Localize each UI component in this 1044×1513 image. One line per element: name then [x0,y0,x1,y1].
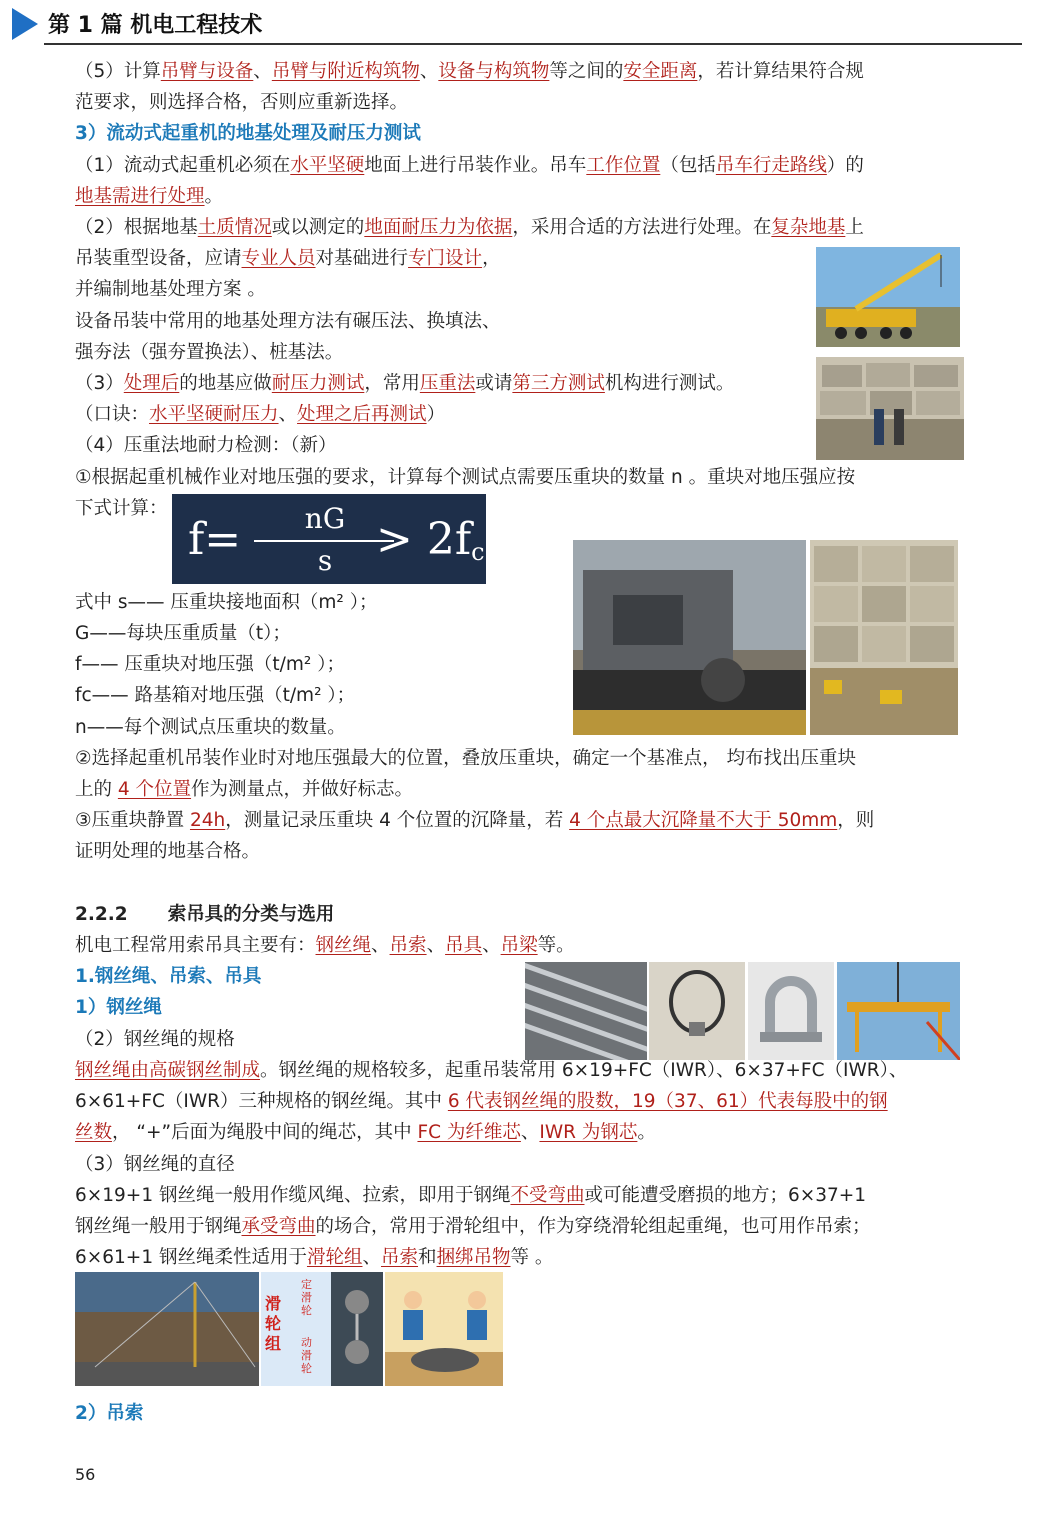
header-triangle-icon [12,8,38,40]
header-rule [44,43,1022,45]
rope-diameter-heading: （3）钢丝绳的直径 [75,1154,235,1175]
def-f: f—— 压重块对地压强（t/m² ）； [75,654,345,675]
rope-usage-2: 钢丝绳一般用于钢绳承受弯曲的场合，常用于滑轮组中，作为穿绕滑轮组起重绳，也可用作吊索； [75,1216,871,1237]
rope-spec-heading: （2）钢丝绳的规格 [75,1029,235,1050]
pulley-block-diagram [261,1272,383,1386]
formula-denominator: s [317,544,333,577]
heading-sling: 2）吊索 [75,1403,144,1424]
test-blocks-photo [810,540,958,735]
para-1: （1）流动式起重机必须在水平坚硬地面上进行吊装作业。吊车工作位置（包括吊车行走路线）的 [75,155,864,176]
heading-3: 3）流动式起重机的地基处理及耐压力测试 [75,123,421,144]
guy-rope-scene-photo [75,1272,259,1386]
para-4-step3-cont: 证明处理的地基合格。 [75,841,261,862]
wire-rope-photo [525,962,647,1060]
heading-1-1: 1）钢丝绳 [75,997,162,1018]
shackle-photo [748,962,834,1060]
header-title: 第 1 篇 机电工程技术 [48,13,263,38]
page-number: 56 [75,1465,96,1484]
para-4-step1: ①根据起重机械作业对地压强的要求，计算每个测试点需要压重块的数量 n 。重块对地压强应按 [75,467,856,488]
rope-spec-2: 6×61+FC（IWR）三种规格的钢丝绳。其中 6 代表钢丝绳的股数，19（37、61）代表每股中的钢 [75,1091,888,1112]
def-G: G——每块压重质量（t）； [75,623,291,644]
def-n: n——每个测试点压重块的数量。 [75,717,346,738]
rigging-list: 机电工程常用索吊具主要有：钢丝绳、吊索、吊具、吊梁等。 [75,935,575,956]
para-3-mnemonic: （口诀：水平坚硬耐压力、处理之后再测试） [75,404,446,425]
page-header [0,0,1044,48]
workers-bundling-cartoon [385,1272,503,1386]
para-2-line4: 设备吊装中常用的地基处理方法有碾压法、换填法、 [75,311,501,332]
pulley-group-label: 滑轮组 [265,1294,282,1353]
para-3: （3）处理后的地基应做耐压力测试，常用压重法或请第三方测试机构进行测试。 [75,373,735,394]
para-4-step3: ③压重块静置 24h，测量记录压重块 4 个位置的沉降量，若 4 个点最大沉降量不大于 50mm，则 [75,810,875,831]
formula-fraction-bar [254,540,394,542]
rope-usage-1: 6×19+1 钢丝绳一般用作缆风绳、拉索，即用于钢绳不受弯曲或可能遭受磨损的地方；6×37+1 [75,1185,867,1206]
para-4-step2-cont: 上的 4 个位置作为测量点，并做好标志。 [75,779,414,800]
moving-pulley-label: 动滑轮 [301,1336,312,1375]
para-1-cont: 地基需进行处理。 [75,186,224,207]
def-s: 式中 s—— 压重块接地面积（m² ）； [75,592,378,613]
formula-lhs: f= [188,514,242,565]
para-5-cont: 范要求，则选择合格，否则应重新选择。 [75,92,409,113]
para-2-cont: 吊装重型设备，应请专业人员对基础进行专门设计， [75,248,501,269]
section-2-2-2: 2.2.2 索吊具的分类与选用 [75,904,335,925]
crane-photo [816,247,960,347]
para-5: （5）计算吊臂与设备、吊臂与附近构筑物、设备与构筑物等之间的安全距离，若计算结果符合规 [75,61,864,82]
para-4-step1-cont: 下式计算： [75,498,168,519]
fixed-pulley-label: 定滑轮 [301,1278,312,1317]
formula-rhs: > $2f_c$ [376,514,485,566]
rope-usage-3: 6×61+1 钢丝绳柔性适用于滑轮组、吊索和捆绑吊物等 。 [75,1247,554,1268]
rope-spec-1: 钢丝绳由高碳钢丝制成。钢丝绳的规格较多，起重吊装常用 6×19+FC（IWR）、6×37+FC（IWR）、 [75,1060,908,1081]
para-4: （4）压重法地耐力检测：（新） [75,435,337,456]
heading-1: 1.钢丝绳、吊索、吊具 [75,966,262,987]
para-2-line5: 强夯法（强夯置换法）、桩基法。 [75,342,344,363]
crawler-track-photo [573,540,806,735]
def-fc: fc—— 路基箱对地压强（t/m² ）； [75,685,356,706]
lifting-beam-photo [837,962,960,1060]
para-2: （2）根据地基土质情况或以测定的地面耐压力为依据，采用合适的方法进行处理。在复杂地基上 [75,217,864,238]
rope-spec-3: 丝数， “+”后面为绳股中间的绳芯，其中 FC 为纤维芯、IWR 为钢芯。 [75,1122,656,1143]
pressure-formula [172,494,486,584]
concrete-blocks-photo [816,357,964,460]
sling-photo [649,962,745,1060]
para-2-line3: 并编制地基处理方案 。 [75,279,266,300]
formula-numerator: nG [304,502,346,535]
para-4-step2: ②选择起重机吊装作业时对地压强最大的位置，叠放压重块，确定一个基准点， 均布找出压重块 [75,748,856,769]
